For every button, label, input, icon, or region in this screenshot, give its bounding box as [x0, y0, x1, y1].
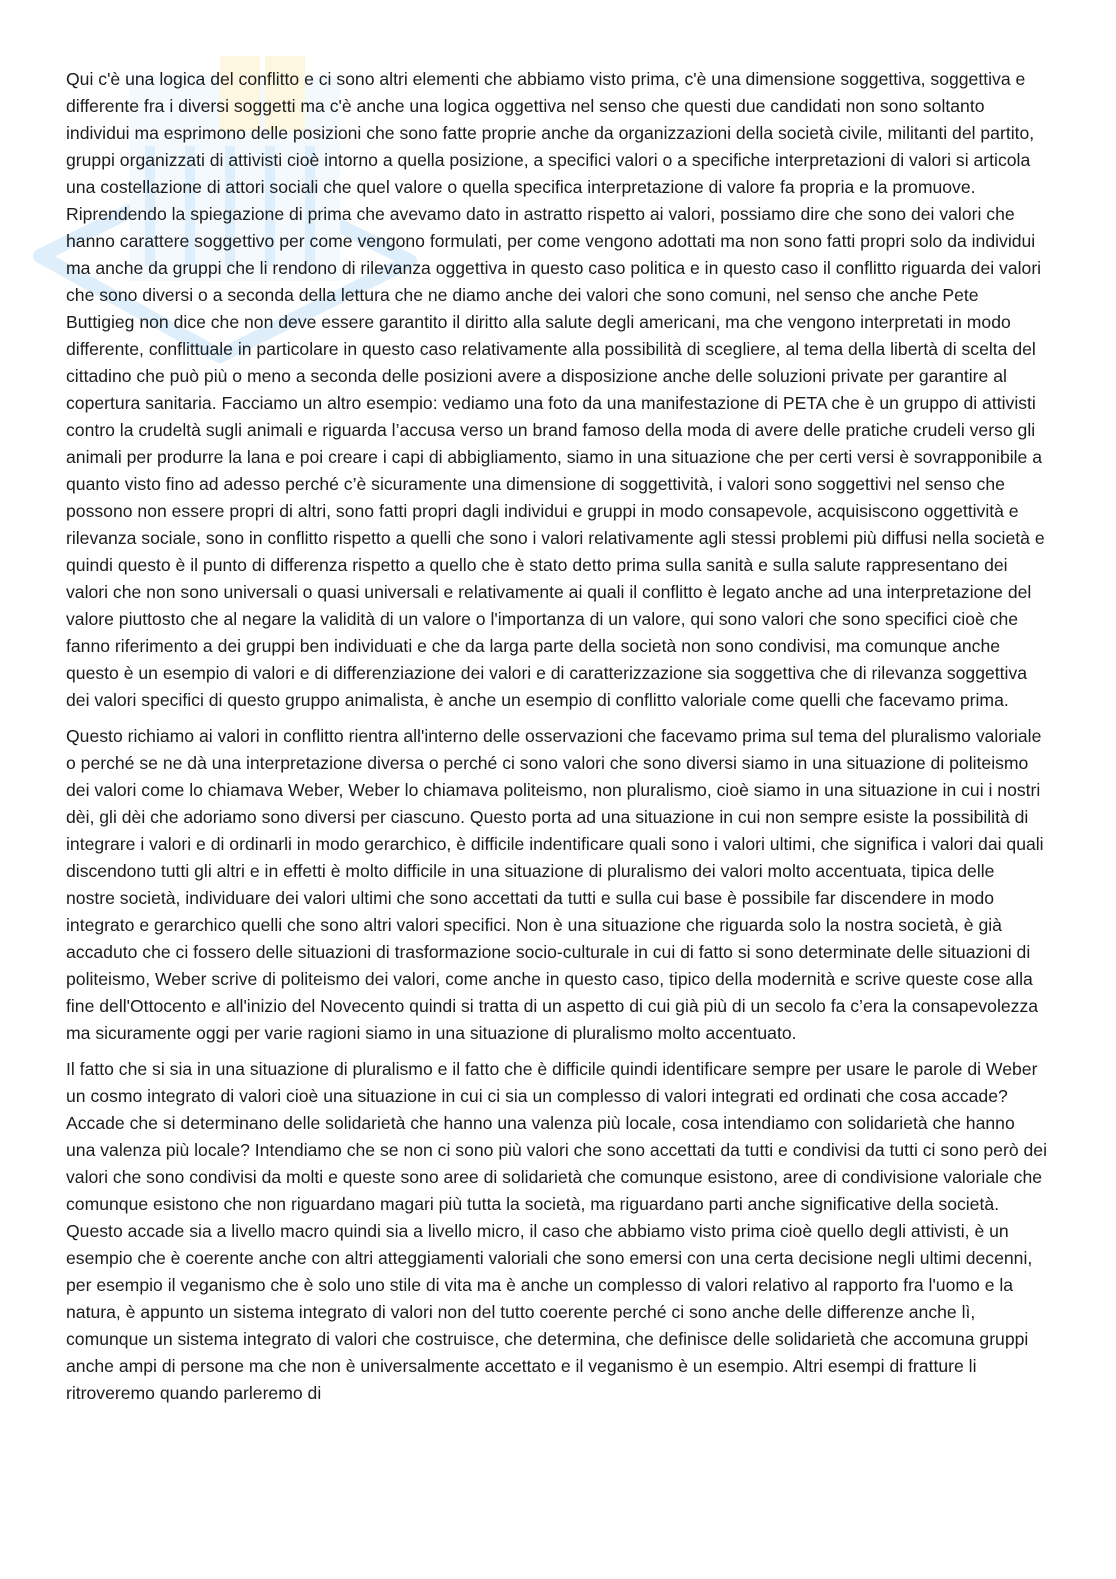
document-body: [66, 66, 1048, 1416]
paragraph-3: Il fatto che si sia in una situazione di pluralismo e il fatto che è difficile quindi identificare sempre per usare le parole di Weber un cosmo integrato di valori cioè una situazione in cui ci sia un complesso di valori integrati ed ordinati che cosa accade? Accade che si determinano delle solidarietà che hanno una valenza più locale, cosa intendiamo con solidarietà che hanno una valenza più locale? Intendiamo che se non ci sono più valori che sono accettati da tutti e condivisi da tutti ci sono però dei valori che sono condivisi da molti e queste sono aree di solidarietà che comunque esistono, aree di condivisione valoriale che comunque esistono che non riguardano magari più tutta la società, ma riguardano parti anche significative della società. Questo accade sia a livello macro quindi sia a livello micro, il caso che abbiamo visto prima cioè quello degli attivisti, è un esempio che è coerente anche con altri atteggiamenti valoriali che sono emersi con una certa decisione negli ultimi decenni, per esempio il veganismo che è solo uno stile di vita ma è anche un complesso di valori relativo al rapporto fra l'uomo e la natura, è appunto un sistema integrato di valori non del tutto coerente perché ci sono anche delle differenze anche lì, comunque un sistema integrato di valori che costruisce, che determina, che definisce delle solidarietà che accomuna gruppi anche ampi di persone ma che non è universalmente accettato e il veganismo è un esempio. Altri esempi di fratture li ritroveremo quando parleremo di: [66, 1059, 1047, 1403]
paragraph-1: Qui c'è una logica del conflitto e ci sono altri elementi che abbiamo visto prima, c'è una dimensione soggettiva, soggettiva e differente fra i diversi soggetti ma c'è anche una logica oggettiva nel senso che questi due candidati non sono soltanto individui ma esprimono delle posizioni che sono fatte proprie anche da organizzazioni della società civile, militanti del partito, gruppi organizzati di attivisti cioè intorno a quella posizione, a specifici valori o a specifiche interpretazioni di valori si articola una costellazione di attori sociali che quel valore o quella specifica interpretazione di valore fa propria e la promuove. Riprendendo la spiegazione di prima che avevamo dato in astratto rispetto ai valori, possiamo dire che sono dei valori che hanno carattere soggettivo per come vengono formulati, per come vengono adottati ma non sono fatti propri solo da individui ma anche da gruppi che li rendono di rilevanza oggettiva in questo caso politica e in questo caso il conflitto riguarda dei valori che sono diversi o a seconda della lettura che ne diamo anche dei valori che sono comuni, nel senso che anche Pete Buttigieg non dice che non deve essere garantito il diritto alla salute degli americani, ma che vengono interpretati in modo differente, conflittuale in particolare in questo caso relativamente alla possibilità di scegliere, al tema della libertà di scelta del cittadino che può più o meno a seconda delle posizioni avere a disposizione anche delle soluzioni private per garantire al copertura sanitaria. Facciamo un altro esempio: vediamo una foto da una manifestazione di PETA che è un gruppo di attivisti contro la crudeltà sugli animali e riguarda l’accusa verso un brand famoso della moda di avere delle pratiche crudeli verso gli animali per produrre la lana e poi creare i capi di abbigliamento, siamo in una situazione che per certi versi è sovrapponibile a quanto visto fino ad adesso perché c’è sicuramente una dimensione di soggettività, i valori sono soggettivi nel senso che possono non essere propri di altri, sono fatti propri dagli individui e gruppi in modo consapevole, acquisiscono oggettività e rilevanza sociale, sono in conflitto rispetto a quelli che sono i valori relativamente agli stessi problemi più diffusi nella società e quindi questo è il punto di differenza rispetto a quello che è stato detto prima sulla sanità e sulla salute rappresentano dei valori che non sono universali o quasi universali e relativamente ai quali il conflitto è legato anche ad una interpretazione del valore piuttosto che al negare la validità di un valore o l'importanza di un valore, qui sono valori che sono specifici cioè che fanno riferimento a dei gruppi ben individuati e che da larga parte della società non sono condivisi, ma comunque anche questo è un esempio di valori e di differenziazione dei valori e di caratterizzazione sia soggettiva che di rilevanza soggettiva dei valori specifici di questo gruppo animalista, è anche un esempio di conflitto valoriale come quelli che facevamo prima.: [66, 69, 1045, 710]
paragraph-2: Questo richiamo ai valori in conflitto rientra all'interno delle osservazioni che facevamo prima sul tema del pluralismo valoriale o perché se ne dà una interpretazione diversa o perché ci sono valori che sono diversi siamo in una situazione di politeismo dei valori come lo chiamava Weber, Weber lo chiamava politeismo, non pluralismo, cioè siamo in una situazione in cui i nostri dèi, gli dèi che adoriamo sono diversi per ciascuno. Questo porta ad una situazione in cui non sempre esiste la possibilità di integrare i valori e di ordinarli in modo gerarchico, è difficile indentificare quali sono i valori ultimi, che significa i valori dai quali discendono tutti gli altri e in effetti è molto difficile in una situazione di pluralismo dei valori molto accentuata, tipica delle nostre società, individuare dei valori ultimi che sono accettati da tutti e sulla cui base è possibile far discendere in modo integrato e gerarchico quelli che sono altri valori specifici. Non è una situazione che riguarda solo la nostra società, è già accaduto che ci fossero delle situazioni di trasformazione socio-culturale in cui di fatto si sono determinate delle situazioni di politeismo, Weber scrive di politeismo dei valori, come anche in questo caso, tipico della modernità e scrive queste cose alla fine dell'Ottocento e all'inizio del Novecento quindi si tratta di un aspetto di cui già più di un secolo fa c’era la consapevolezza ma sicuramente oggi per varie ragioni siamo in una situazione di pluralismo molto accentuato.: [66, 726, 1044, 1043]
